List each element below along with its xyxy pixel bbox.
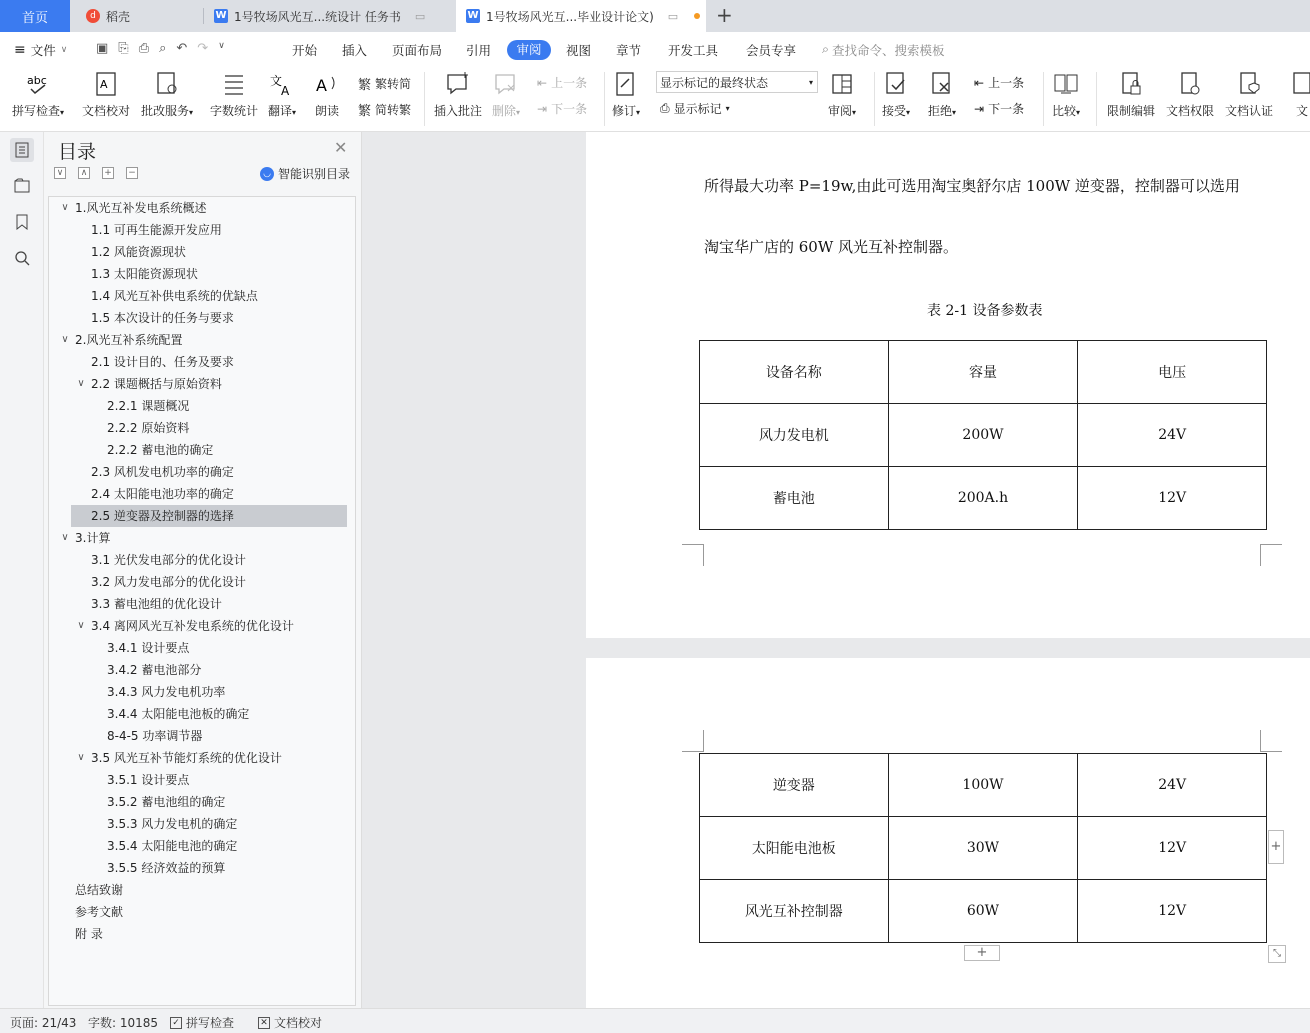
chevron-down-icon[interactable]: ∨ [61, 532, 69, 543]
prev-comment-icon: ⇤ [537, 75, 548, 90]
doc-proof-button[interactable] [82, 70, 130, 119]
prev-change-icon: ⇤ [974, 75, 985, 90]
table-cell[interactable]: 24V [1078, 404, 1267, 467]
toc-item[interactable]: 2.4 太阳能电池功率的确定 [91, 487, 234, 501]
next-comment-button[interactable] [537, 100, 587, 117]
toc-item[interactable]: 附 录 [75, 927, 103, 941]
spell-check-status-label: 拼写检查 [186, 1016, 235, 1030]
table-row [700, 341, 1267, 404]
tab-document-thesis-label: 1号牧场风光互...毕业设计论文) [486, 9, 654, 24]
chevron-down-icon[interactable]: ∨ [61, 202, 69, 213]
toc-item[interactable]: 1.4 风光互补供电系统的优缺点 [91, 289, 258, 303]
compare-button[interactable]: 比较▾ [1052, 70, 1080, 119]
toc-item[interactable]: 1.1 可再生能源开发应用 [91, 223, 222, 237]
table-row [700, 404, 1267, 467]
toc-item[interactable]: 2.2 课题概括与原始资料 [91, 377, 222, 391]
equipment-table-continued[interactable] [699, 753, 1267, 943]
crop-mark [682, 544, 704, 566]
tab-bar [0, 0, 1310, 32]
table-row [700, 817, 1267, 880]
traditional-to-simplified-button[interactable] [358, 74, 411, 93]
word-count-indicator[interactable]: 字数: 10185 [88, 1016, 159, 1030]
batch-service-label: 批改服务 [141, 104, 190, 118]
simplified-to-traditional-button[interactable] [358, 100, 411, 119]
document-icon [1288, 70, 1310, 98]
undo-icon[interactable]: ↶ [176, 41, 188, 56]
toc-pane [44, 132, 362, 1008]
cloud-sync-icon: ▭ [667, 9, 679, 23]
translate-icon [268, 70, 296, 98]
translate-button[interactable]: 文 A 翻译▾ [268, 70, 296, 119]
table-cell[interactable]: 12V [1078, 467, 1267, 530]
compare-icon [1052, 70, 1080, 98]
prev-change-button[interactable] [974, 74, 1024, 91]
next-comment-icon: ⇥ [537, 101, 548, 116]
menu-developer[interactable]: 开发工具 [668, 43, 719, 58]
toc-item[interactable]: 3.5.1 设计要点 [107, 773, 190, 787]
table-row [700, 467, 1267, 530]
toc-item[interactable]: 2.1 设计目的、任务及要求 [91, 355, 234, 369]
toc-item[interactable]: 3.4.1 设计要点 [107, 641, 190, 655]
table-header-cell[interactable]: 容量 [888, 341, 1078, 404]
toc-item[interactable]: 1.风光互补发电系统概述 [75, 201, 207, 215]
toc-item[interactable]: 1.5 本次设计的任务与要求 [91, 311, 234, 325]
resize-table-icon[interactable]: ⤡ [1268, 945, 1286, 963]
command-search[interactable] [822, 41, 945, 59]
tab-document-thesis[interactable] [456, 0, 706, 32]
toc-item[interactable]: 3.5.5 经济效益的预算 [107, 861, 226, 875]
table-row [700, 754, 1267, 817]
toc-item[interactable]: 3.1 光伏发电部分的优化设计 [91, 553, 246, 567]
chevron-down-icon[interactable]: ∨ [61, 334, 69, 345]
review-ribbon [0, 66, 1310, 132]
accept-button[interactable]: 接受▾ [882, 70, 910, 119]
quick-access-toolbar [96, 41, 225, 56]
search-icon: ⌕ [822, 41, 830, 56]
remove-heading-icon[interactable]: − [126, 167, 138, 179]
menu-view[interactable]: 视图 [566, 43, 592, 58]
chevron-down-icon[interactable]: ∨ [77, 378, 85, 389]
table-cell[interactable]: 风力发电机 [700, 404, 889, 467]
table-cell[interactable]: 12V [1078, 817, 1267, 880]
word-count-button[interactable] [210, 70, 258, 119]
toc-item[interactable]: 3.5 风光互补节能灯系统的优化设计 [91, 751, 282, 765]
show-markup-button[interactable]: ⎙ 显示标记 ▾ [660, 101, 730, 116]
doc-proof-status-label: 文档校对 [274, 1016, 323, 1030]
print-icon[interactable]: ⎙ [138, 41, 150, 56]
table-cell[interactable]: 蓄电池 [700, 467, 889, 530]
crop-mark [682, 730, 704, 752]
tab-home[interactable] [0, 0, 70, 32]
toc-item[interactable]: 3.4.2 蓄电池部分 [107, 663, 202, 677]
lock-icon [1117, 70, 1145, 98]
toc-item[interactable]: 2.3 风机发电机功率的确定 [91, 465, 234, 479]
toc-item[interactable]: 3.4.4 太阳能电池板的确定 [107, 707, 250, 721]
export-pdf-icon[interactable]: ⎘ [118, 41, 129, 56]
document-canvas [362, 132, 1310, 1008]
table-cell[interactable]: 风光互补控制器 [700, 880, 889, 943]
show-markup-label: 显示标记 [673, 102, 722, 116]
insert-comment-icon [444, 70, 472, 98]
menu-references[interactable]: 引用 [466, 43, 492, 58]
doc-certify-label: 文档认证 [1225, 104, 1274, 118]
reject-button[interactable]: 拒绝▾ [928, 70, 956, 119]
word-count-icon [220, 70, 248, 98]
toc-item[interactable]: 参考文献 [75, 905, 124, 919]
menu-page-layout[interactable]: 页面布局 [392, 43, 443, 58]
navigation-rail [0, 132, 44, 1008]
chevron-down-icon[interactable]: ∨ [77, 752, 85, 763]
table-cell[interactable]: 100W [888, 754, 1078, 817]
doc-permission-button[interactable] [1166, 70, 1214, 119]
bookmark-icon[interactable] [10, 210, 34, 234]
add-column-icon[interactable]: + [1268, 830, 1284, 864]
spell-check-toggle[interactable] [170, 1014, 234, 1031]
delete-comment-icon [492, 70, 520, 98]
menu-bar [0, 32, 1310, 66]
read-aloud-button[interactable] [313, 70, 341, 119]
table-header-cell[interactable]: 设备名称 [700, 341, 889, 404]
toc-item[interactable]: 8-4-5 功率调节器 [107, 729, 203, 743]
file-menu-button[interactable] [14, 41, 67, 59]
next-comment-label: 下一条 [551, 102, 588, 116]
toc-item[interactable]: 2.2.2 蓄电池的确定 [107, 443, 214, 457]
collapse-all-icon[interactable]: ∧ [78, 167, 90, 179]
tab-daoke[interactable] [72, 0, 202, 32]
toc-item[interactable]: 2.2.2 原始资料 [107, 421, 190, 435]
toc-item[interactable]: 1.3 太阳能资源现状 [91, 267, 198, 281]
insert-comment-button[interactable] [434, 70, 482, 119]
review-pane-button[interactable]: 审阅▾ [828, 70, 856, 119]
menu-review[interactable]: 审阅 [507, 40, 551, 60]
markup-display-select[interactable] [656, 71, 818, 93]
simplified-to-traditional-label: 简转繁 [375, 103, 412, 117]
command-search-placeholder: 查找命令、搜索模板 [832, 43, 945, 58]
toc-panel-icon[interactable] [10, 138, 34, 162]
table-cell[interactable]: 200W [888, 404, 1078, 467]
review-pane-icon [828, 70, 856, 98]
toc-title: 目录 [58, 141, 97, 163]
compare-label: 比较 [1052, 104, 1077, 118]
reject-icon [928, 70, 956, 98]
toc-item[interactable]: 2.2.1 课题概况 [107, 399, 190, 413]
spell-check-label: 拼写检查 [12, 104, 61, 118]
tab-document-task-label: 1号牧场风光互...统设计 任务书 [234, 9, 401, 24]
prev-comment-label: 上一条 [551, 76, 588, 90]
wps-writer-icon: W [215, 10, 227, 21]
track-changes-label: 修订 [612, 104, 637, 118]
delete-comment-button[interactable]: 删除▾ [492, 70, 520, 119]
table-cell[interactable]: 30W [888, 817, 1078, 880]
chevron-down-icon: ▾ [808, 77, 813, 87]
toc-item[interactable]: 3.5.4 太阳能电池的确定 [107, 839, 238, 853]
doc-more-button[interactable] [1288, 70, 1310, 119]
table-cell[interactable]: 200A.h [888, 467, 1078, 530]
crop-mark [1260, 544, 1282, 566]
word-count-label: 字数统计 [210, 104, 259, 118]
toc-item[interactable]: 3.4.3 风力发电机功率 [107, 685, 226, 699]
doc-certify-button[interactable] [1225, 70, 1273, 119]
table-caption[interactable]: 表 2-1 设备参数表 [927, 303, 1043, 319]
table-cell[interactable]: 12V [1078, 880, 1267, 943]
toc-item[interactable]: 3.4 离网风光互补发电系统的优化设计 [91, 619, 294, 633]
doc-more-label: 文 [1295, 104, 1308, 118]
chapter-nav-icon[interactable] [10, 174, 34, 198]
doc-proof-toggle[interactable] [258, 1014, 322, 1031]
next-change-label: 下一条 [988, 102, 1025, 116]
toc-item-selected[interactable]: 2.5 逆变器及控制器的选择 [71, 505, 347, 527]
traditional-to-simplified-label: 繁转简 [375, 77, 412, 91]
document-page [586, 132, 1310, 638]
body-paragraph[interactable]: 淘宝华广店的 60W 风光互补控制器。 [704, 238, 959, 256]
menu-insert[interactable]: 插入 [342, 43, 368, 58]
restrict-edit-button[interactable] [1107, 70, 1155, 119]
toc-item[interactable]: 3.2 风力发电部分的优化设计 [91, 575, 246, 589]
print-preview-icon[interactable]: ⌕ [159, 41, 167, 56]
table-cell[interactable]: 24V [1078, 754, 1267, 817]
smart-toc-label: 智能识别目录 [278, 167, 351, 181]
ribbon-divider [1096, 72, 1097, 126]
chevron-down-icon: ∨ [60, 45, 68, 55]
toc-item[interactable]: 3.计算 [75, 531, 111, 545]
tab-home-label: 首页 [21, 10, 48, 26]
svg-text:A: A [281, 84, 290, 97]
search-icon[interactable] [10, 246, 34, 270]
redo-icon[interactable]: ↷ [197, 41, 209, 56]
restrict-edit-label: 限制编辑 [1107, 104, 1156, 118]
toc-item[interactable]: 总结致谢 [75, 883, 124, 897]
svg-text:abc: abc [27, 74, 47, 87]
svg-text:文: 文 [270, 74, 283, 88]
smart-toc-button[interactable] [260, 165, 350, 182]
tab-daoke-label: 稻壳 [106, 9, 131, 24]
track-changes-button[interactable]: 修订▾ [612, 70, 640, 119]
body-paragraph[interactable]: 所得最大功率 P=19w,由此可选用淘宝奥舒尔店 100W 逆变器，控制器可以选用 [704, 177, 1240, 195]
table-header-cell[interactable]: 电压 [1078, 341, 1267, 404]
checkbox-icon: ✓ [170, 1017, 182, 1029]
toc-item[interactable]: 2.风光互补系统配置 [75, 333, 183, 347]
table-cell[interactable]: 逆变器 [700, 754, 889, 817]
next-change-icon: ⇥ [974, 101, 985, 116]
cloud-sync-icon: ▭ [414, 9, 426, 23]
review-pane-label: 审阅 [828, 104, 853, 118]
close-icon[interactable]: ✕ [334, 138, 348, 157]
document-page [586, 658, 1310, 1008]
toc-item[interactable]: 1.2 风能资源现状 [91, 245, 186, 259]
checkbox-icon: ✕ [258, 1017, 270, 1029]
read-aloud-label: 朗读 [314, 104, 339, 118]
status-bar [0, 1008, 1310, 1033]
add-row-icon[interactable]: + [964, 945, 1000, 961]
unsaved-dot-icon [694, 13, 700, 19]
file-menu-label: 文件 [30, 43, 56, 58]
toc-item[interactable]: 3.5.2 蓄电池组的确定 [107, 795, 226, 809]
batch-service-icon [153, 70, 181, 98]
daoke-icon: d [86, 9, 100, 23]
ribbon-divider [604, 72, 605, 126]
smart-toc-icon: ◡ [260, 167, 274, 181]
next-change-button[interactable] [974, 100, 1024, 117]
tab-document-task[interactable] [204, 0, 450, 32]
ribbon-divider [874, 72, 875, 126]
expand-all-icon[interactable]: ∨ [54, 167, 66, 179]
spell-check-icon [24, 70, 52, 98]
save-icon[interactable]: ▣ [96, 41, 109, 56]
markup-display-value: 显示标记的最终状态 [660, 75, 769, 90]
convert-icon: 繁 [358, 104, 372, 119]
read-aloud-icon [313, 70, 341, 98]
ribbon-divider [1043, 72, 1044, 126]
delete-comment-label: 删除 [492, 104, 517, 118]
page-indicator[interactable]: 页面: 21/43 [10, 1016, 77, 1030]
translate-label: 翻译 [268, 104, 293, 118]
ribbon-divider [424, 72, 425, 126]
spell-check-button[interactable]: abc 拼写检查▾ [12, 70, 64, 119]
svg-text:A: A [316, 76, 327, 95]
batch-service-button[interactable]: 批改服务▾ [141, 70, 193, 119]
shield-icon [1235, 70, 1263, 98]
new-tab-button[interactable]: + [716, 3, 733, 27]
customize-chevron-icon[interactable]: ∨ [218, 41, 225, 51]
equipment-table[interactable] [699, 340, 1267, 530]
toc-item[interactable]: 3.3 蓄电池组的优化设计 [91, 597, 222, 611]
prev-change-label: 上一条 [988, 76, 1025, 90]
menu-member[interactable]: 会员专享 [746, 43, 797, 58]
chevron-down-icon[interactable]: ∨ [77, 620, 85, 631]
doc-proof-label: 文档校对 [82, 104, 131, 118]
accept-icon [882, 70, 910, 98]
convert-icon: 繁 [358, 78, 372, 93]
toc-item[interactable]: 3.5.3 风力发电机的确定 [107, 817, 238, 831]
menu-start[interactable]: 开始 [292, 43, 318, 58]
table-cell[interactable]: 60W [888, 880, 1078, 943]
track-changes-icon [612, 70, 640, 98]
doc-permission-label: 文档权限 [1166, 104, 1215, 118]
menu-chapter[interactable]: 章节 [616, 43, 642, 58]
insert-comment-label: 插入批注 [434, 104, 483, 118]
prev-comment-button[interactable] [537, 74, 587, 91]
table-cell[interactable]: 太阳能电池板 [700, 817, 889, 880]
doc-proof-icon [92, 70, 120, 98]
show-markup-icon: ⎙ [660, 101, 670, 115]
accept-label: 接受 [882, 104, 907, 118]
reject-label: 拒绝 [928, 104, 953, 118]
table-row [700, 880, 1267, 943]
permission-icon [1176, 70, 1204, 98]
crop-mark [1260, 730, 1282, 752]
svg-text:A: A [100, 78, 108, 91]
wps-writer-icon: W [467, 10, 479, 21]
toc-list [48, 196, 356, 1006]
hamburger-icon: ≡ [14, 42, 26, 58]
add-heading-icon[interactable]: + [102, 167, 114, 179]
